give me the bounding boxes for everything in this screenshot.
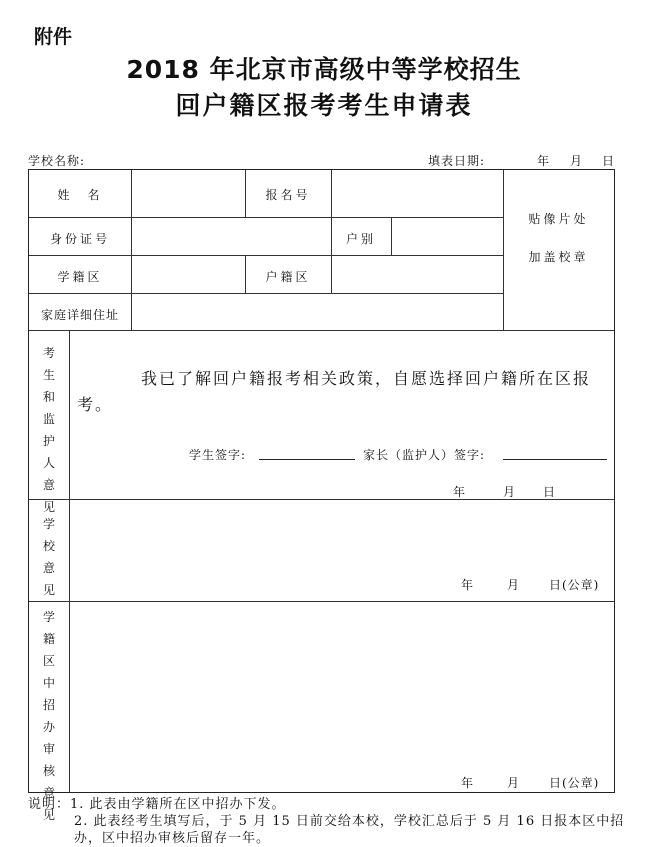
school-district-label: 学籍区: [57, 270, 103, 284]
row-line: [29, 255, 503, 256]
fill-date-day: 日: [602, 154, 616, 168]
note-item-2: 2. 此表经考生填写后，于 5 月 15 日前交给本校，学校汇总后于 5 月 16 日报本区中招办，区中招办审核后留存一年。: [74, 814, 625, 846]
parent-sign-line: [503, 459, 607, 460]
hukou-type-label: 户别: [345, 232, 376, 246]
notes-prefix: 说明：: [28, 797, 71, 812]
school-name-label: 学校名称:: [28, 154, 86, 168]
col-line: [331, 255, 332, 293]
applicant-statement: 我已了解回户籍报考相关政策，自愿选择回户籍所在区报考。: [77, 369, 592, 414]
office-date-year: 年: [461, 776, 475, 790]
id-number-label: 身份证号: [49, 232, 110, 246]
row-line: [29, 330, 614, 331]
office-date-month: 月: [507, 776, 521, 790]
note-item-1: 1. 此表由学籍所在区中招办下发。: [70, 797, 286, 812]
notes-section: [28, 796, 628, 847]
applicant-opinion-label: 考生和监护人意见: [42, 346, 55, 514]
row-line: [29, 499, 614, 500]
col-line: [331, 170, 332, 217]
hukou-district-label: 户籍区: [265, 270, 311, 284]
name-label: 姓 名: [57, 188, 103, 202]
col-line: [391, 217, 392, 255]
applicant-date-year: 年: [453, 485, 467, 499]
applicant-date-month: 月: [503, 485, 517, 499]
col-line: [131, 170, 132, 330]
address-label: 家庭详细住址: [40, 308, 119, 322]
page-subtitle: 回户籍区报考考生申请表: [175, 91, 473, 120]
parent-sign-label: 家长（监护人）签字:: [363, 448, 486, 462]
photo-label-line2: 加盖校章: [528, 250, 589, 264]
photo-label-line1: 贴像片处: [528, 212, 589, 226]
school-date-day: 日(公章): [549, 578, 600, 592]
row-line: [29, 601, 614, 602]
row-line: [29, 293, 503, 294]
attachment-label: 附件: [34, 26, 73, 48]
page-title: 2018 年北京市高级中等学校招生: [126, 55, 522, 84]
office-review-label: 学籍区中招办审核意见: [42, 610, 55, 822]
school-date-month: 月: [507, 578, 521, 592]
fill-date-year: 年: [537, 154, 551, 168]
col-line: [69, 330, 70, 792]
office-date-day: 日(公章): [549, 776, 600, 790]
reg-no-label: 报名号: [265, 188, 311, 202]
applicant-date-day: 日: [543, 485, 557, 499]
student-sign-line: [259, 459, 355, 460]
school-opinion-label: 学校意见: [42, 517, 55, 597]
row-line: [29, 217, 503, 218]
fill-date-month: 月: [570, 154, 584, 168]
student-sign-label: 学生签字:: [189, 448, 247, 462]
fill-date-label: 填表日期:: [428, 154, 486, 168]
school-date-year: 年: [461, 578, 475, 592]
